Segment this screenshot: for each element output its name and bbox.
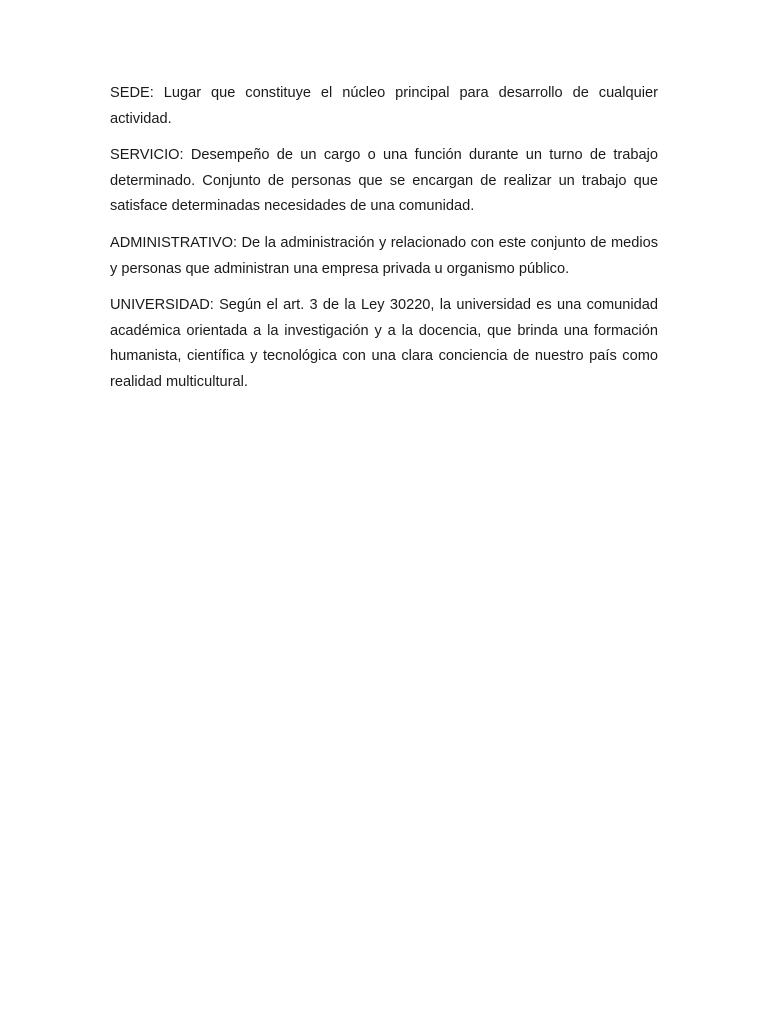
- definition-sede: SEDE: Lugar que constituye el núcleo principal para desarrollo de cualquier actividad.: [110, 85, 658, 127]
- document-body: [110, 81, 658, 407]
- definition-universidad: UNIVERSIDAD: Según el art. 3 de la Ley 30220, la universidad es una comunidad académica orientada a la investigación y a la docencia, que brinda una formación humanista, científica y tecnológica con una clara conciencia de nuestro país como realidad multicultural.: [110, 297, 658, 390]
- definition-servicio: SERVICIO: Desempeño de un cargo o una función durante un turno de trabajo determinado. Conjunto de personas que se encargan de realizar un trabajo que satisface determinadas necesidades de una comunidad.: [110, 147, 658, 215]
- definition-administrativo: ADMINISTRATIVO: De la administración y relacionado con este conjunto de medios y personas que administran una empresa privada u organismo público.: [110, 234, 658, 277]
